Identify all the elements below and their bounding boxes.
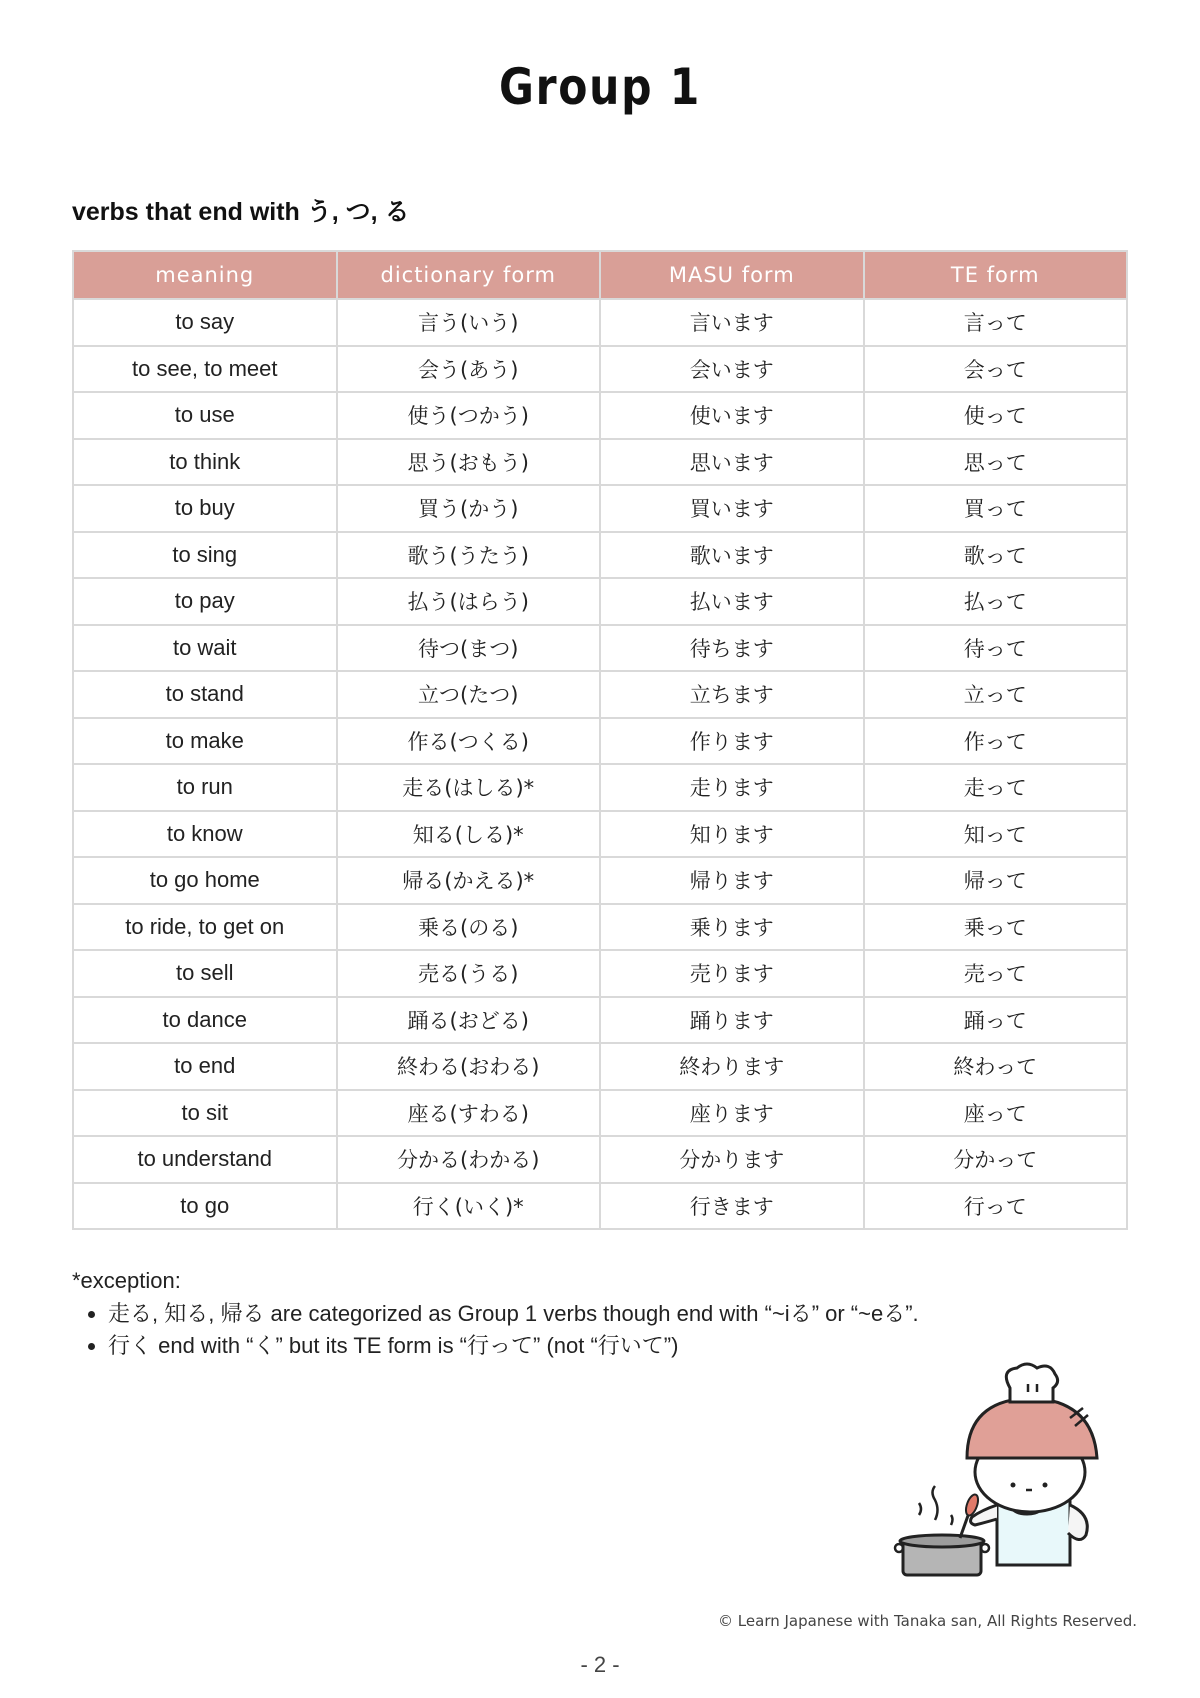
note-item: • 行く end with “く” but its TE form is “行って” (not “行いて”) xyxy=(108,1330,919,1362)
cell-masu-form: 待ちます xyxy=(600,625,864,672)
cell-te-form: 乗って xyxy=(864,904,1128,951)
cell-meaning: to wait xyxy=(73,625,337,672)
cell-meaning: to stand xyxy=(73,671,337,718)
header-meaning: meaning xyxy=(73,251,337,299)
table-row xyxy=(73,1183,1127,1230)
cell-meaning: to go xyxy=(73,1183,337,1230)
cell-dictionary-form: 走る(はしる)* xyxy=(337,764,601,811)
cell-meaning: to ride, to get on xyxy=(73,904,337,951)
cell-meaning: to buy xyxy=(73,485,337,532)
cell-masu-form: 歌います xyxy=(600,532,864,579)
page-title: Group 1 xyxy=(498,58,701,116)
cell-te-form: 使って xyxy=(864,392,1128,439)
cell-masu-form: 分かります xyxy=(600,1136,864,1183)
cell-meaning: to understand xyxy=(73,1136,337,1183)
cell-dictionary-form: 待つ(まつ) xyxy=(337,625,601,672)
cell-te-form: 終わって xyxy=(864,1043,1128,1090)
table-row xyxy=(73,485,1127,532)
cell-masu-form: 言います xyxy=(600,299,864,346)
table-row xyxy=(73,346,1127,393)
cell-masu-form: 思います xyxy=(600,439,864,486)
cell-dictionary-form: 払う(はらう) xyxy=(337,578,601,625)
cell-dictionary-form: 座る(すわる) xyxy=(337,1090,601,1137)
cell-masu-form: 使います xyxy=(600,392,864,439)
note-item: • 走る, 知る, 帰る are categorized as Group 1 verbs though end with “~iる” or “~eる”. xyxy=(108,1298,919,1330)
cell-dictionary-form: 踊る(おどる) xyxy=(337,997,601,1044)
cell-meaning: to sing xyxy=(73,532,337,579)
table-row xyxy=(73,392,1127,439)
cell-masu-form: 座ります xyxy=(600,1090,864,1137)
cell-te-form: 知って xyxy=(864,811,1128,858)
cell-te-form: 行って xyxy=(864,1183,1128,1230)
table-row xyxy=(73,997,1127,1044)
cell-masu-form: 会います xyxy=(600,346,864,393)
table-row xyxy=(73,625,1127,672)
cell-meaning: to pay xyxy=(73,578,337,625)
cell-meaning: to see, to meet xyxy=(73,346,337,393)
cell-masu-form: 立ちます xyxy=(600,671,864,718)
cell-dictionary-form: 使う(つかう) xyxy=(337,392,601,439)
cell-masu-form: 売ります xyxy=(600,950,864,997)
cell-masu-form: 帰ります xyxy=(600,857,864,904)
table-row xyxy=(73,299,1127,346)
cell-dictionary-form: 会う(あう) xyxy=(337,346,601,393)
header-te-form: TE form xyxy=(864,251,1128,299)
cell-dictionary-form: 分かる(わかる) xyxy=(337,1136,601,1183)
table-row xyxy=(73,857,1127,904)
table-row xyxy=(73,532,1127,579)
table-row xyxy=(73,764,1127,811)
header-masu-form: MASU form xyxy=(600,251,864,299)
cell-dictionary-form: 立つ(たつ) xyxy=(337,671,601,718)
cell-dictionary-form: 言う(いう) xyxy=(337,299,601,346)
cell-meaning: to make xyxy=(73,718,337,765)
cell-te-form: 会って xyxy=(864,346,1128,393)
table-row xyxy=(73,1090,1127,1137)
cell-te-form: 作って xyxy=(864,718,1128,765)
cell-meaning: to go home xyxy=(73,857,337,904)
cell-dictionary-form: 思う(おもう) xyxy=(337,439,601,486)
cell-masu-form: 払います xyxy=(600,578,864,625)
cell-te-form: 踊って xyxy=(864,997,1128,1044)
cell-te-form: 歌って xyxy=(864,532,1128,579)
cell-masu-form: 乗ります xyxy=(600,904,864,951)
cell-masu-form: 知ります xyxy=(600,811,864,858)
table-row xyxy=(73,718,1127,765)
cell-dictionary-form: 作る(つくる) xyxy=(337,718,601,765)
cell-te-form: 買って xyxy=(864,485,1128,532)
table-row xyxy=(73,1136,1127,1183)
cell-dictionary-form: 売る(うる) xyxy=(337,950,601,997)
cell-meaning: to use xyxy=(73,392,337,439)
cell-dictionary-form: 帰る(かえる)* xyxy=(337,857,601,904)
cell-te-form: 売って xyxy=(864,950,1128,997)
table-row xyxy=(73,950,1127,997)
table-header-row xyxy=(73,251,1127,299)
cell-te-form: 言って xyxy=(864,299,1128,346)
verb-conjugation-table xyxy=(72,250,1128,1230)
copyright-notice: © Learn Japanese with Tanaka san, All Rights Reserved. xyxy=(718,1612,1137,1630)
header-dictionary-form: dictionary form xyxy=(337,251,601,299)
cell-te-form: 思って xyxy=(864,439,1128,486)
page-number: - 2 - xyxy=(580,1652,620,1677)
cell-meaning: to dance xyxy=(73,997,337,1044)
table-row xyxy=(73,671,1127,718)
cell-meaning: to say xyxy=(73,299,337,346)
cell-te-form: 走って xyxy=(864,764,1128,811)
cell-te-form: 座って xyxy=(864,1090,1128,1137)
cell-dictionary-form: 終わる(おわる) xyxy=(337,1043,601,1090)
cell-te-form: 待って xyxy=(864,625,1128,672)
cell-te-form: 帰って xyxy=(864,857,1128,904)
cell-dictionary-form: 歌う(うたう) xyxy=(337,532,601,579)
cell-meaning: to sell xyxy=(73,950,337,997)
cell-meaning: to know xyxy=(73,811,337,858)
table-row xyxy=(73,578,1127,625)
exception-notes xyxy=(72,1268,919,1362)
cell-masu-form: 終わります xyxy=(600,1043,864,1090)
table-row xyxy=(73,1043,1127,1090)
cell-meaning: to think xyxy=(73,439,337,486)
notes-heading: *exception: xyxy=(72,1268,181,1293)
cell-masu-form: 買います xyxy=(600,485,864,532)
cell-meaning: to run xyxy=(73,764,337,811)
table-row xyxy=(73,811,1127,858)
notes-list xyxy=(72,1298,919,1362)
cell-masu-form: 踊ります xyxy=(600,997,864,1044)
cell-te-form: 払って xyxy=(864,578,1128,625)
cell-dictionary-form: 知る(しる)* xyxy=(337,811,601,858)
cell-dictionary-form: 買う(かう) xyxy=(337,485,601,532)
cell-masu-form: 行きます xyxy=(600,1183,864,1230)
cell-te-form: 分かって xyxy=(864,1136,1128,1183)
cell-masu-form: 走ります xyxy=(600,764,864,811)
section-subtitle: verbs that end with う, つ, る xyxy=(72,198,410,226)
cell-dictionary-form: 行く(いく)* xyxy=(337,1183,601,1230)
cell-meaning: to end xyxy=(73,1043,337,1090)
cell-dictionary-form: 乗る(のる) xyxy=(337,904,601,951)
chef-mascot-cooking-icon xyxy=(885,1360,1125,1590)
cell-masu-form: 作ります xyxy=(600,718,864,765)
cell-meaning: to sit xyxy=(73,1090,337,1137)
cell-te-form: 立って xyxy=(864,671,1128,718)
table-row xyxy=(73,904,1127,951)
table-row xyxy=(73,439,1127,486)
